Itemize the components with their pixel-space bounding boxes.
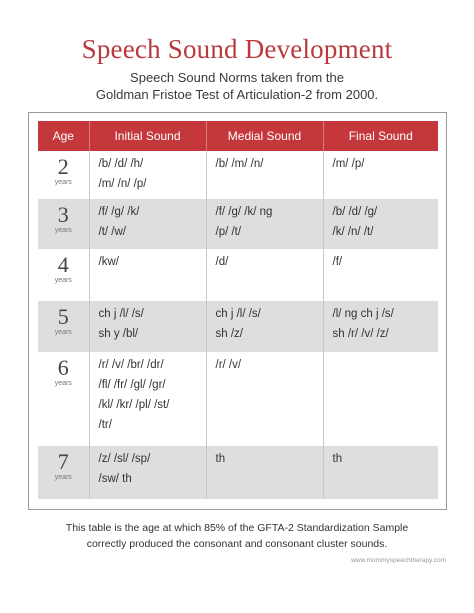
age-cell: [38, 151, 89, 199]
header-final-sound: Final Sound: [323, 121, 438, 151]
age-number: 7: [57, 449, 69, 474]
age-number: 6: [57, 355, 69, 380]
footer-note-line-2: correctly produced the consonant and consonant cluster sounds.: [86, 538, 388, 550]
final-sound-cell: /f/: [332, 256, 343, 268]
website-url: www.mommyspeechtherapy.com: [351, 557, 446, 564]
table-row: [38, 249, 438, 301]
table-row: [38, 199, 438, 249]
initial-sound-cell: /z/ /sl/ /sp/ /sw/ th: [89, 446, 206, 499]
age-number: 3: [57, 202, 69, 227]
initial-sound-cell: /b/ /d/ /h/ /m/ /n/ /p/: [89, 151, 206, 199]
medial-sound-cell: th: [206, 446, 323, 499]
table-row: [38, 301, 438, 352]
initial-sound-cell: /f/ /g/ /k/ /t/ /w/: [89, 199, 206, 249]
final-sound-cell: [323, 352, 438, 446]
page-title: Speech Sound Development: [81, 34, 393, 64]
age-unit: years: [54, 380, 72, 387]
final-sound-cell: /l/ ng ch j /s/ sh /r/ /v/ /z/: [323, 301, 438, 352]
age-number: 2: [57, 154, 69, 179]
table-row: [38, 446, 438, 499]
medial-sound-cell: /b/ /m/ /n/: [206, 151, 323, 199]
age-number: 5: [57, 304, 69, 329]
age-cell: [38, 199, 89, 249]
header-age: Age: [38, 121, 89, 151]
subtitle-line-2: Goldman Fristoe Test of Articulation-2 from 2000.: [95, 87, 379, 102]
table-row: [38, 151, 438, 199]
initial-sound-cell: /kw/: [89, 249, 206, 301]
header-initial-sound: Initial Sound: [89, 121, 206, 151]
age-unit: years: [54, 227, 72, 234]
final-sound-cell: /b/ /d/ /g/ /k/ /n/ /t/: [323, 199, 438, 249]
age-cell: [38, 301, 89, 352]
medial-sound-cell: /f/ /g/ /k/ ng /p/ /t/: [206, 199, 323, 249]
age-number: 4: [57, 252, 69, 277]
final-sound-cell: th: [323, 446, 438, 499]
speech-sound-table: [38, 121, 438, 499]
table-frame: [28, 112, 447, 510]
medial-sound-cell: ch j /l/ /s/ sh /z/: [206, 301, 323, 352]
initial-sound-cell: ch j /l/ /s/ sh y /bl/: [89, 301, 206, 352]
initial-sound-cell: /r/ /v/ /br/ /dr/ /fl/ /fr/ /gl/ /gr/ /kl/ /kr/ /pl/ /st/ /tr/: [89, 352, 206, 446]
age-cell: [38, 352, 89, 446]
footer-note-line-1: This table is the age at which 85% of the GFTA-2 Standardization Sample: [65, 522, 409, 534]
subtitle-line-1: Speech Sound Norms taken from the: [130, 70, 344, 85]
age-unit: years: [54, 179, 72, 186]
medial-sound-cell: /r/ /v/: [206, 352, 323, 446]
age-cell: [38, 249, 89, 301]
medial-sound-cell: /d/: [206, 249, 323, 301]
table-row: [38, 352, 438, 446]
final-sound-cell: /m/ /p/: [332, 158, 365, 170]
age-unit: years: [54, 474, 72, 481]
age-unit: years: [54, 277, 72, 284]
age-unit: years: [54, 329, 72, 336]
header-medial-sound: Medial Sound: [206, 121, 323, 151]
age-cell: [38, 446, 89, 499]
table-header-row: [38, 121, 438, 151]
